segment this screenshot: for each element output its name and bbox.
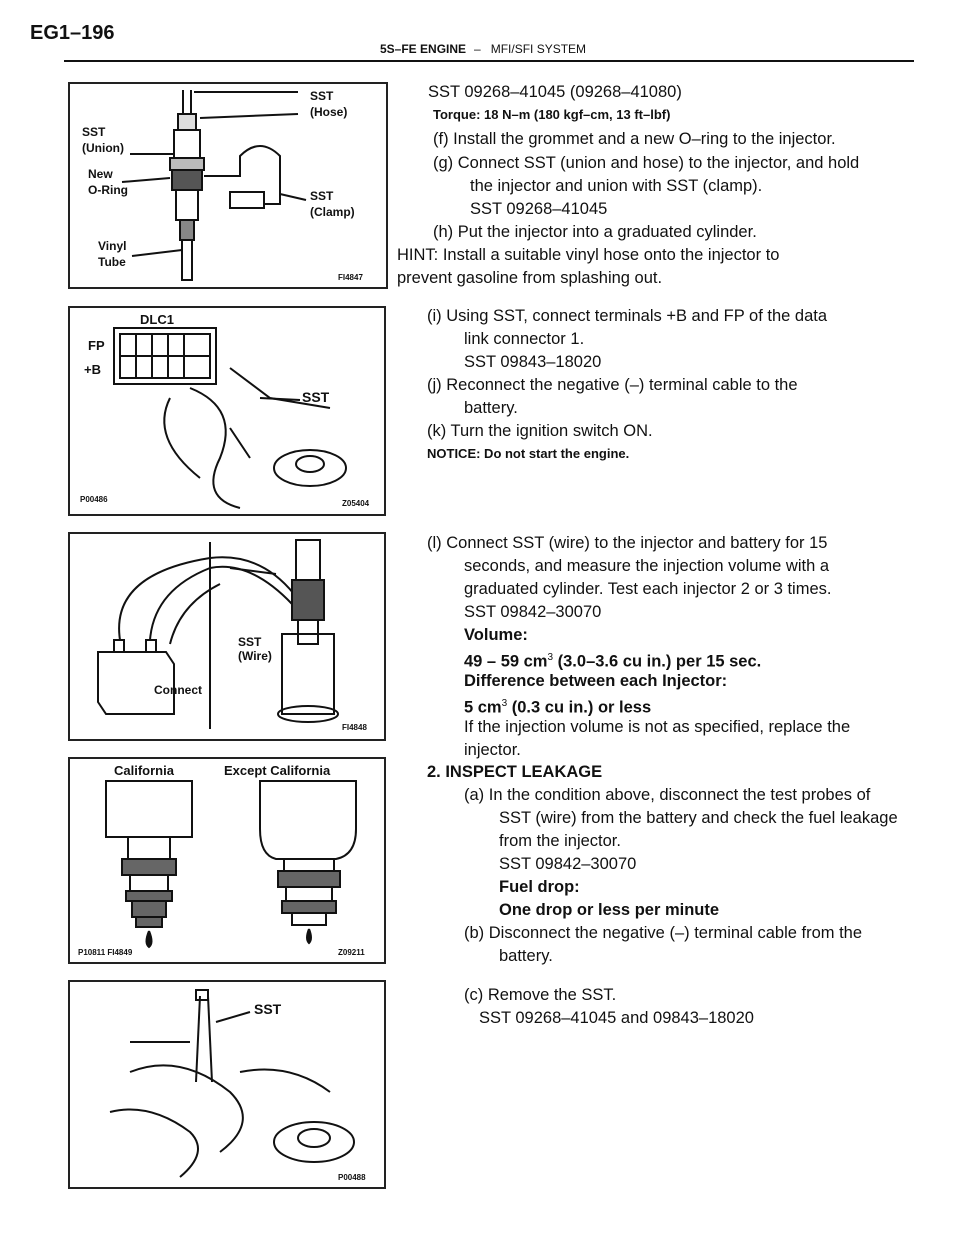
- section-heading: 2. INSPECT LEAKAGE: [427, 763, 603, 781]
- fig1-label: (Hose): [310, 105, 348, 119]
- notice: NOTICE: Do not start the engine.: [427, 446, 630, 461]
- figure-sst-removal: [68, 980, 386, 1189]
- running-header: [380, 42, 586, 56]
- fig3-code: FI4848: [342, 723, 367, 732]
- step-k: (k) Turn the ignition switch ON.: [427, 422, 653, 440]
- step-b-cont: battery.: [499, 947, 553, 965]
- difference-spec-rest: (0.3 cu in.) or less: [511, 698, 652, 717]
- step-l-cont: seconds, and measure the injection volume with a: [464, 557, 830, 575]
- figure-dlc1-jumper: [68, 306, 386, 516]
- fig4-code: Z09211: [338, 948, 365, 957]
- sst-number: SST 09842–30070: [499, 855, 637, 873]
- fig5-code: P00488: [338, 1173, 366, 1182]
- fig1-label: SST: [310, 189, 334, 203]
- fig1-label: SST: [82, 125, 106, 139]
- fuel-drop-spec: One drop or less per minute: [499, 901, 720, 919]
- step-a: (a) In the condition above, disconnect the test probes of: [464, 786, 871, 804]
- section-title: 5S–FE ENGINE: [380, 42, 467, 56]
- step-h: (h) Put the injector into a graduated cylinder.: [433, 223, 757, 241]
- step-j: (j) Reconnect the negative (–) terminal cable to the: [427, 376, 798, 394]
- spec-label: Fuel drop:: [499, 878, 580, 896]
- fig3-label: Connect: [154, 683, 202, 697]
- sst-number: SST 09842–30070: [464, 603, 602, 621]
- hint: HINT: Install a suitable vinyl hose onto the injector to: [397, 246, 780, 264]
- step-i: (i) Using SST, connect terminals +B and FP of the data: [427, 307, 828, 325]
- fig2-label: SST: [302, 389, 330, 405]
- fig2-code: P00486: [80, 495, 108, 504]
- fig2-label: +B: [84, 362, 101, 377]
- step-g-cont: the injector and union with SST (clamp).: [470, 177, 763, 195]
- sst-number: SST 09843–18020: [464, 353, 602, 371]
- spec-label: Volume:: [464, 626, 528, 644]
- difference-spec-value: 5 cm: [464, 698, 502, 717]
- fig3-label: SST: [238, 635, 262, 649]
- step-l-cont: graduated cylinder. Test each injector 2 or 3 times.: [464, 580, 832, 598]
- fig1-label: (Clamp): [310, 205, 355, 219]
- fig1-label: Tube: [98, 255, 126, 269]
- sst-removal-illustration: [70, 982, 384, 1187]
- step-i-cont: link connector 1.: [464, 330, 585, 348]
- fig4-code: P10811 FI4849: [78, 948, 133, 957]
- sst-number: SST 09268–41045: [470, 200, 608, 218]
- fig4-label: California: [114, 763, 174, 778]
- step-j-cont: battery.: [464, 399, 518, 417]
- fig1-code: FI4847: [338, 273, 363, 282]
- spec-label: Difference between each Injector:: [464, 672, 728, 690]
- volume-spec: [464, 647, 761, 673]
- fig1-label: O-Ring: [88, 183, 128, 197]
- fig3-label: (Wire): [238, 649, 272, 663]
- subsection-title: MFI/SFI SYSTEM: [490, 42, 587, 56]
- page-number: EG1–196: [30, 22, 115, 44]
- fig1-label: New: [88, 167, 113, 181]
- figure-injection-volume-test: [68, 532, 386, 741]
- step-g: (g) Connect SST (union and hose) to the injector, and hold: [433, 154, 860, 172]
- header-rule: [64, 60, 914, 62]
- header-separator: –: [474, 42, 481, 56]
- figure-fuel-drop-comparison: [68, 757, 386, 964]
- fuel-drop-illustration: [70, 759, 384, 962]
- dlc1-illustration: [70, 308, 384, 514]
- fig1-label: SST: [310, 89, 334, 103]
- step-a-cont: from the injector.: [499, 832, 621, 850]
- step-f: (f) Install the grommet and a new O–ring to the injector.: [433, 130, 836, 148]
- injector-sst-illustration: [70, 84, 386, 287]
- fig2-code: Z05404: [342, 499, 370, 508]
- step-c: (c) Remove the SST.: [464, 986, 617, 1004]
- volume-spec-value: 49 – 59 cm: [464, 652, 548, 671]
- fig2-label: FP: [88, 338, 105, 353]
- step-l: (l) Connect SST (wire) to the injector and battery for 15: [427, 534, 828, 552]
- sst-numbers: SST 09268–41045 and 09843–18020: [479, 1009, 754, 1027]
- cube-superscript: 3: [547, 652, 554, 663]
- step-a-cont: SST (wire) from the battery and check the fuel leakage: [499, 809, 898, 827]
- difference-spec: [464, 693, 651, 719]
- fig1-label: (Union): [82, 141, 124, 155]
- fig2-label: DLC1: [140, 312, 174, 327]
- instruction-cont: injector.: [464, 741, 521, 759]
- sst-number: SST 09268–41045 (09268–41080): [428, 83, 682, 101]
- step-b: (b) Disconnect the negative (–) terminal cable from the: [464, 924, 863, 942]
- injection-test-illustration: [70, 534, 384, 739]
- instruction: If the injection volume is not as specified, replace the: [464, 718, 851, 736]
- fig5-label: SST: [254, 1001, 282, 1017]
- fig1-label: Vinyl: [98, 239, 127, 253]
- cube-superscript: 3: [501, 698, 508, 709]
- volume-spec-rest: (3.0–3.6 cu in.) per 15 sec.: [557, 652, 762, 671]
- fig4-label: Except California: [224, 763, 331, 778]
- torque-spec: Torque: 18 N–m (180 kgf–cm, 13 ft–lbf): [433, 107, 671, 122]
- hint-cont: prevent gasoline from splashing out.: [397, 269, 663, 287]
- figure-injector-sst-setup: [68, 82, 388, 289]
